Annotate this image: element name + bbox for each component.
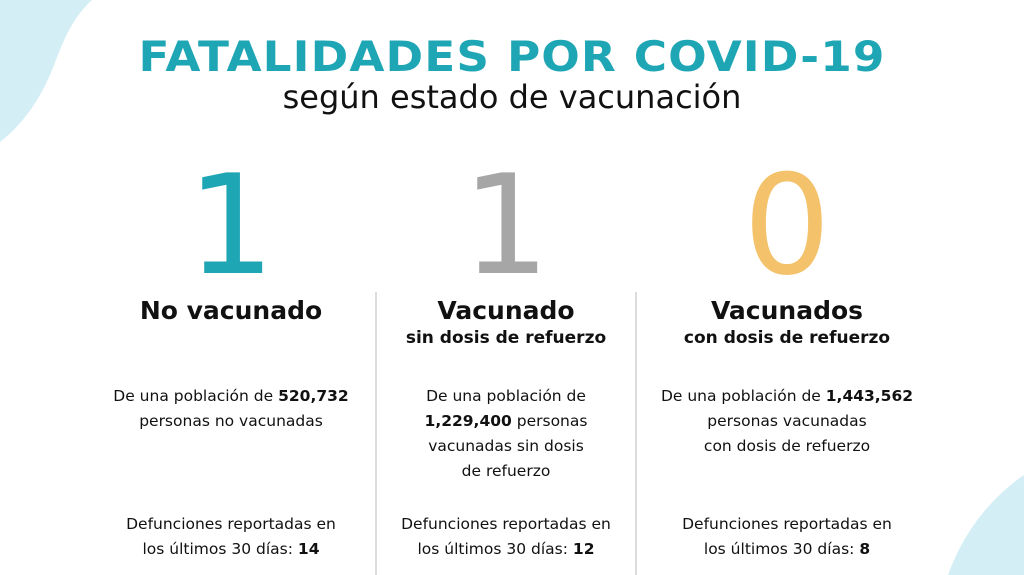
population-value: 520,732 <box>278 387 349 405</box>
deaths-value: 12 <box>572 540 595 558</box>
page-subtitle: según estado de vacunación <box>282 78 742 116</box>
column-subheading: sin dosis de refuerzo <box>405 328 607 348</box>
column-vaccinated-no-booster <box>377 145 635 558</box>
column-heading: Vacunado <box>437 296 575 325</box>
column-heading: No vacunado <box>139 296 323 325</box>
deaths-text: Defunciones reportadas en los últimos 30 días: 8 <box>682 515 892 558</box>
deaths-text: Defunciones reportadas en los últimos 30 días: 14 <box>126 515 336 558</box>
population-text: De una población de 1,229,400 personas vacunadas sin dosis de refuerzo <box>424 387 588 480</box>
deaths-text: Defunciones reportadas en los últimos 30 días: 12 <box>401 515 611 558</box>
column-unvaccinated <box>86 145 376 558</box>
column-heading: Vacunados <box>710 296 864 325</box>
fatality-count: 1 <box>462 145 550 306</box>
population-text: De una población de 1,443,562 personas vacunadas con dosis de refuerzo <box>660 387 914 455</box>
population-value: 1,443,562 <box>825 387 914 405</box>
column-subheading: con dosis de refuerzo <box>683 328 891 348</box>
decorative-wave-bottom-right <box>934 475 1024 575</box>
fatality-count: 1 <box>187 145 275 306</box>
fatality-count: 0 <box>743 145 831 306</box>
column-vaccinated-with-booster <box>637 145 937 558</box>
deaths-value: 8 <box>859 540 871 558</box>
population-text: De una población de 520,732 personas no vacunadas <box>113 387 349 430</box>
population-value: 1,229,400 <box>424 412 512 430</box>
page-title: FATALIDADES POR COVID-19 <box>138 32 886 81</box>
deaths-value: 14 <box>297 540 320 558</box>
